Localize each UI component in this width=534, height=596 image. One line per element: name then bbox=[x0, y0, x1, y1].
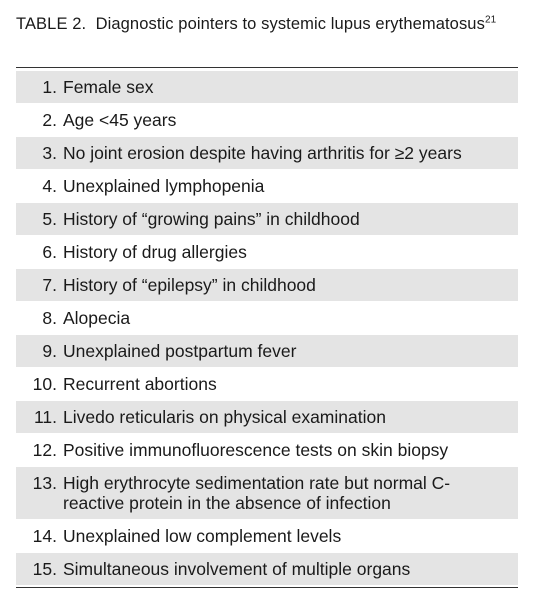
table-row bbox=[16, 104, 518, 136]
pointers-table bbox=[16, 67, 518, 588]
table-row bbox=[16, 170, 518, 202]
row-number: 6. bbox=[42, 242, 57, 262]
row-text: High erythrocyte sedimentation rate but normal C-reactive protein in the absence of infection bbox=[63, 473, 451, 513]
row-number: 13. bbox=[32, 473, 57, 493]
row-text: History of “epilepsy” in childhood bbox=[63, 275, 316, 295]
row-number: 12. bbox=[32, 440, 57, 460]
table-row bbox=[16, 553, 518, 585]
row-text: History of drug allergies bbox=[63, 242, 247, 262]
row-number: 10. bbox=[32, 374, 57, 394]
row-number: 4. bbox=[42, 176, 57, 196]
row-text: Unexplained lymphopenia bbox=[63, 176, 265, 196]
row-text: Female sex bbox=[63, 77, 154, 97]
row-text: Simultaneous involvement of multiple organs bbox=[63, 559, 411, 579]
row-number: 8. bbox=[42, 308, 57, 328]
reference-superscript: 21 bbox=[484, 14, 497, 26]
row-text: Livedo reticularis on physical examination bbox=[63, 407, 386, 427]
row-number: 9. bbox=[42, 341, 57, 361]
table-row bbox=[16, 302, 518, 334]
row-text: Unexplained postpartum fever bbox=[63, 341, 297, 361]
table-row bbox=[16, 368, 518, 400]
row-number: 2. bbox=[42, 110, 57, 130]
row-number: 7. bbox=[42, 275, 57, 295]
row-text: History of “growing pains” in childhood bbox=[63, 209, 360, 229]
table-row bbox=[16, 71, 518, 103]
table-row bbox=[16, 203, 518, 235]
table-title: Diagnostic pointers to systemic lupus erythematosus bbox=[95, 15, 485, 33]
table-row bbox=[16, 269, 518, 301]
table-caption bbox=[16, 13, 516, 35]
table-row bbox=[16, 520, 518, 552]
row-number: 3. bbox=[42, 143, 57, 163]
row-text: Positive immunofluorescence tests on skin biopsy bbox=[63, 440, 449, 460]
row-text: No joint erosion despite having arthritis for ≥2 years bbox=[63, 143, 462, 163]
row-text: Alopecia bbox=[63, 308, 131, 328]
table-row bbox=[16, 137, 518, 169]
table-row bbox=[16, 467, 518, 519]
row-text: Unexplained low complement levels bbox=[63, 526, 342, 546]
row-number: 11. bbox=[33, 407, 57, 427]
row-text: Recurrent abortions bbox=[63, 374, 217, 394]
table-label: TABLE 2. bbox=[16, 15, 87, 33]
row-number: 15. bbox=[32, 559, 57, 579]
table-row bbox=[16, 236, 518, 268]
row-number: 1. bbox=[42, 77, 57, 97]
table-row bbox=[16, 335, 518, 367]
row-number: 14. bbox=[32, 526, 57, 546]
table-row bbox=[16, 401, 518, 433]
row-number: 5. bbox=[42, 209, 57, 229]
row-text: Age <45 years bbox=[63, 110, 177, 130]
table-row bbox=[16, 434, 518, 466]
